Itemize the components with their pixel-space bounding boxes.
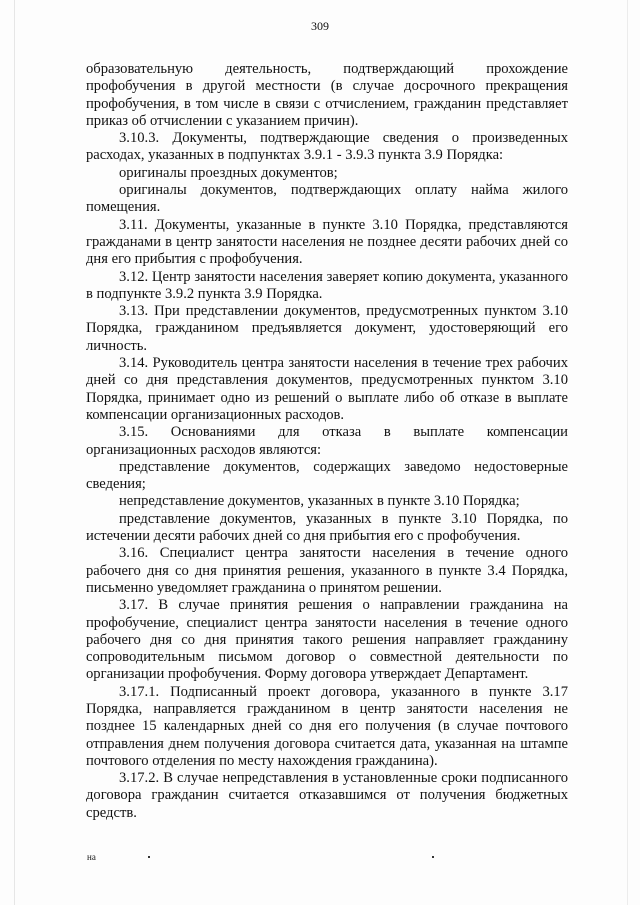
paragraph: 3.13. При представлении документов, предусмотренных пунктом 3.10 Порядка, гражданином предъявляется документ, удостоверяющий его личность. xyxy=(86,303,568,354)
scan-edge-left xyxy=(14,0,15,905)
paragraph: непредставление документов, указанных в пункте 3.10 Порядка; xyxy=(119,493,520,510)
scan-edge-right xyxy=(627,0,628,905)
scan-speck xyxy=(148,856,150,858)
footer-mark: на xyxy=(87,852,96,862)
paragraph: 3.16. Специалист центра занятости населения в течение одного рабочего дня со дня принятия решения, указанного в пункте 3.4 Порядка, письменно уведомляет гражданина о принятом решении. xyxy=(86,545,568,596)
paragraph: оригиналы документов, подтверждающих оплату найма жилого помещения. xyxy=(86,182,568,216)
paragraph: образовательную деятельность, подтверждающий прохождение профобучения в другой местности (в случае досрочного прекращения профобучения, в том числе в связи с отчислением, гражданин представляет приказ об отчислении с указанием причин). xyxy=(86,61,568,129)
page-number: 309 xyxy=(311,19,329,33)
paragraph: 3.10.3. Документы, подтверждающие сведения о произведенных расходах, указанных в подпунктах 3.9.1 - 3.9.3 пункта 3.9 Порядка: xyxy=(86,130,568,164)
paragraph: 3.17.1. Подписанный проект договора, указанного в пункте 3.17 Порядка, направляется гражданином в центр занятости населения не позднее 15 календарных дней со дня его получения (в случае почтового отправления днем получения договора считается дата, указанная на штампе почтового отделения по месту нахождения гражданина). xyxy=(86,683,568,769)
paragraph: представление документов, содержащих заведомо недостоверные сведения; xyxy=(86,458,568,493)
paragraph: 3.17.2. В случае непредставления в установленные сроки подписанного договора гражданин считается отказавшимся от получения бюджетных средств. xyxy=(86,770,568,821)
paragraph: 3.17. В случае принятия решения о направлении гражданина на профобучение, специалист центра занятости населения в течение одного рабочего дня со дня принятия такого решения направляет гражданину сопроводительным письмом договор о совместной деятельности по организации профобучения. Форму договора утверждает Департамент. xyxy=(86,597,568,683)
paragraph: 3.15. Основаниями для отказа в выплате компенсации организационных расходов являются: xyxy=(86,424,568,458)
paragraph: представление документов, указанных в пункте 3.10 Порядка, по истечении десяти рабочих дней со дня прибытия его с профобучения. xyxy=(86,510,568,545)
document-body xyxy=(86,61,568,822)
paragraph: 3.12. Центр занятости населения заверяет копию документа, указанного в подпункте 3.9.2 пункта 3.9 Порядка. xyxy=(86,268,568,302)
paragraph: 3.11. Документы, указанные в пункте 3.10 Порядка, представляются гражданами в центр занятости населения не позднее десяти рабочих дней со дня его прибытия с профобучения. xyxy=(86,216,568,268)
paragraph: оригиналы проездных документов; xyxy=(119,164,338,181)
scan-speck xyxy=(432,856,434,858)
paragraph: 3.14. Руководитель центра занятости населения в течение трех рабочих дней со дня представления документов, предусмотренных пунктом 3.10 Порядка, принимает одно из решений о выплате либо об отказе в выплате компенсации организационных расходов. xyxy=(86,355,568,423)
